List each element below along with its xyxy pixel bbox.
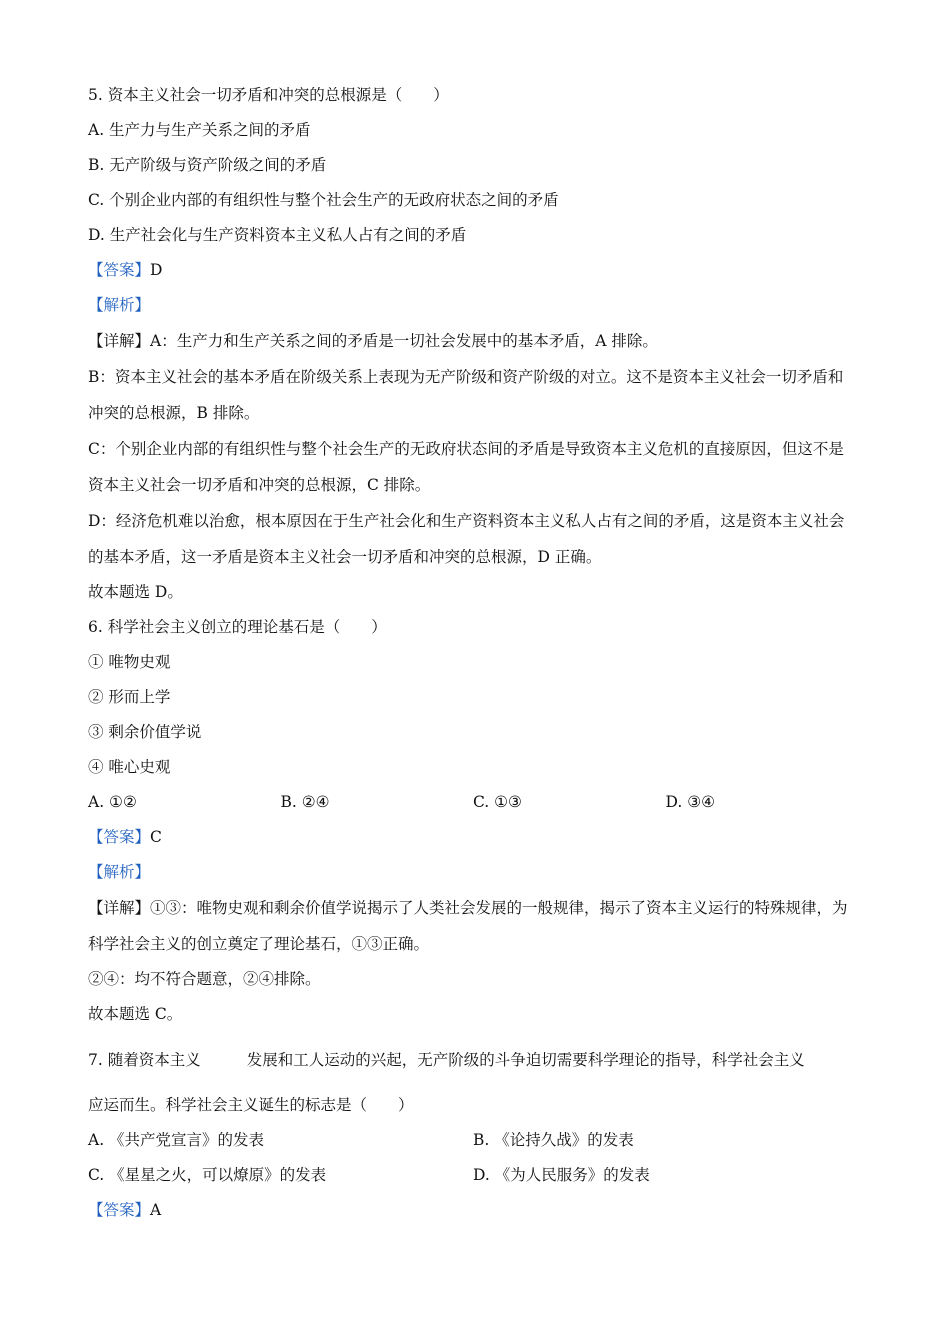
analysis-tag: 【解析】 (88, 863, 151, 881)
q7-option-c: C. 《星星之火，可以燎原》的发表 (88, 1166, 327, 1184)
q5-detail-c: C：个别企业内部的有组织性与整个社会生产的无政府状态间的矛盾是导致资本主义危机的直接原因，但这不是资本主义社会一切矛盾和冲突的总根源，C 排除。 (88, 440, 844, 494)
detail-tag: 【详解】 (88, 899, 151, 917)
q5-conclusion: 故本题选 D。 (88, 583, 183, 601)
document-page (88, 78, 858, 1228)
q6-option-b: B. ②④ (280, 793, 330, 811)
q6-option-d: D. ③④ (665, 793, 716, 811)
q5-option-b: B. 无产阶级与资产阶级之间的矛盾 (88, 156, 327, 174)
q6-item-4: ④ 唯心史观 (88, 758, 171, 776)
q7-answer (88, 1193, 858, 1228)
q6-conclusion: 故本题选 C。 (88, 1005, 183, 1023)
answer-tag: 【答案】 (88, 261, 151, 279)
q6-detail-2: ②④：均不符合题意，②④排除。 (88, 970, 321, 988)
q7-options-row1 (88, 1123, 858, 1158)
q6-option-a: A. ①② (88, 793, 137, 811)
q6-option-c: C. ①③ (473, 793, 522, 811)
q7-stem-line2: 应运而生。科学社会主义诞生的标志是（ ） (88, 1096, 414, 1114)
q6-item-2: ② 形而上学 (88, 688, 171, 706)
q6-options (88, 785, 858, 820)
q5-option-d: D. 生产社会化与生产资料资本主义私人占有之间的矛盾 (88, 226, 467, 244)
q6-stem: 6. 科学社会主义创立的理论基石是（ ） (88, 618, 387, 636)
q5-answer (88, 253, 858, 288)
answer-tag: 【答案】 (88, 1201, 151, 1219)
q5-detail-d: D：经济危机难以治愈，根本原因在于生产社会化和生产资料资本主义私人占有之间的矛盾，这是资本主义社会的基本矛盾，这一矛盾是资本主义社会一切矛盾和冲突的总根源，D 正确。 (88, 512, 845, 566)
q6-item-3: ③ 剩余价值学说 (88, 723, 202, 741)
answer-tag: 【答案】 (88, 828, 151, 846)
q7-option-d: D. 《为人民服务》的发表 (473, 1166, 650, 1184)
q5-detail-b: B：资本主义社会的基本矛盾在阶级关系上表现为无产阶级和资产阶级的对立。这不是资本主义社会一切矛盾和冲突的总根源，B 排除。 (88, 368, 844, 422)
q6-answer (88, 820, 858, 855)
q6-item-1: ① 唯物史观 (88, 653, 171, 671)
q5-detail-a: 【详解】A：生产力和生产关系之间的矛盾是一切社会发展中的基本矛盾，A 排除。 (88, 332, 658, 350)
q5-analysis (88, 288, 858, 323)
q6-answer-value: C (150, 828, 162, 846)
q7-answer-value: A (150, 1201, 162, 1219)
q6-analysis (88, 855, 858, 890)
q5-option-a: A. 生产力与生产关系之间的矛盾 (88, 121, 311, 139)
q5-answer-value: D (150, 261, 163, 279)
q7-options-row2 (88, 1158, 858, 1193)
q7-option-b: B. 《论持久战》的发表 (473, 1131, 634, 1149)
q5-option-c: C. 个别企业内部的有组织性与整个社会生产的无政府状态之间的矛盾 (88, 191, 559, 209)
q7-option-a: A. 《共产党宣言》的发表 (88, 1131, 265, 1149)
q7-stem-line1: 7. 随着资本主义 发展和工人运动的兴起，无产阶级的斗争迫切需要科学理论的指导，科学社会主义 (88, 1051, 805, 1069)
detail-tag: 【详解】 (88, 332, 151, 350)
q6-detail-1: 【详解】①③：唯物史观和剩余价值学说揭示了人类社会发展的一般规律，揭示了资本主义运行的特殊规律，为科学社会主义的创立奠定了理论基石，①③正确。 (88, 899, 848, 953)
analysis-tag: 【解析】 (88, 296, 151, 314)
q5-stem: 5. 资本主义社会一切矛盾和冲突的总根源是（ ） (88, 86, 449, 104)
